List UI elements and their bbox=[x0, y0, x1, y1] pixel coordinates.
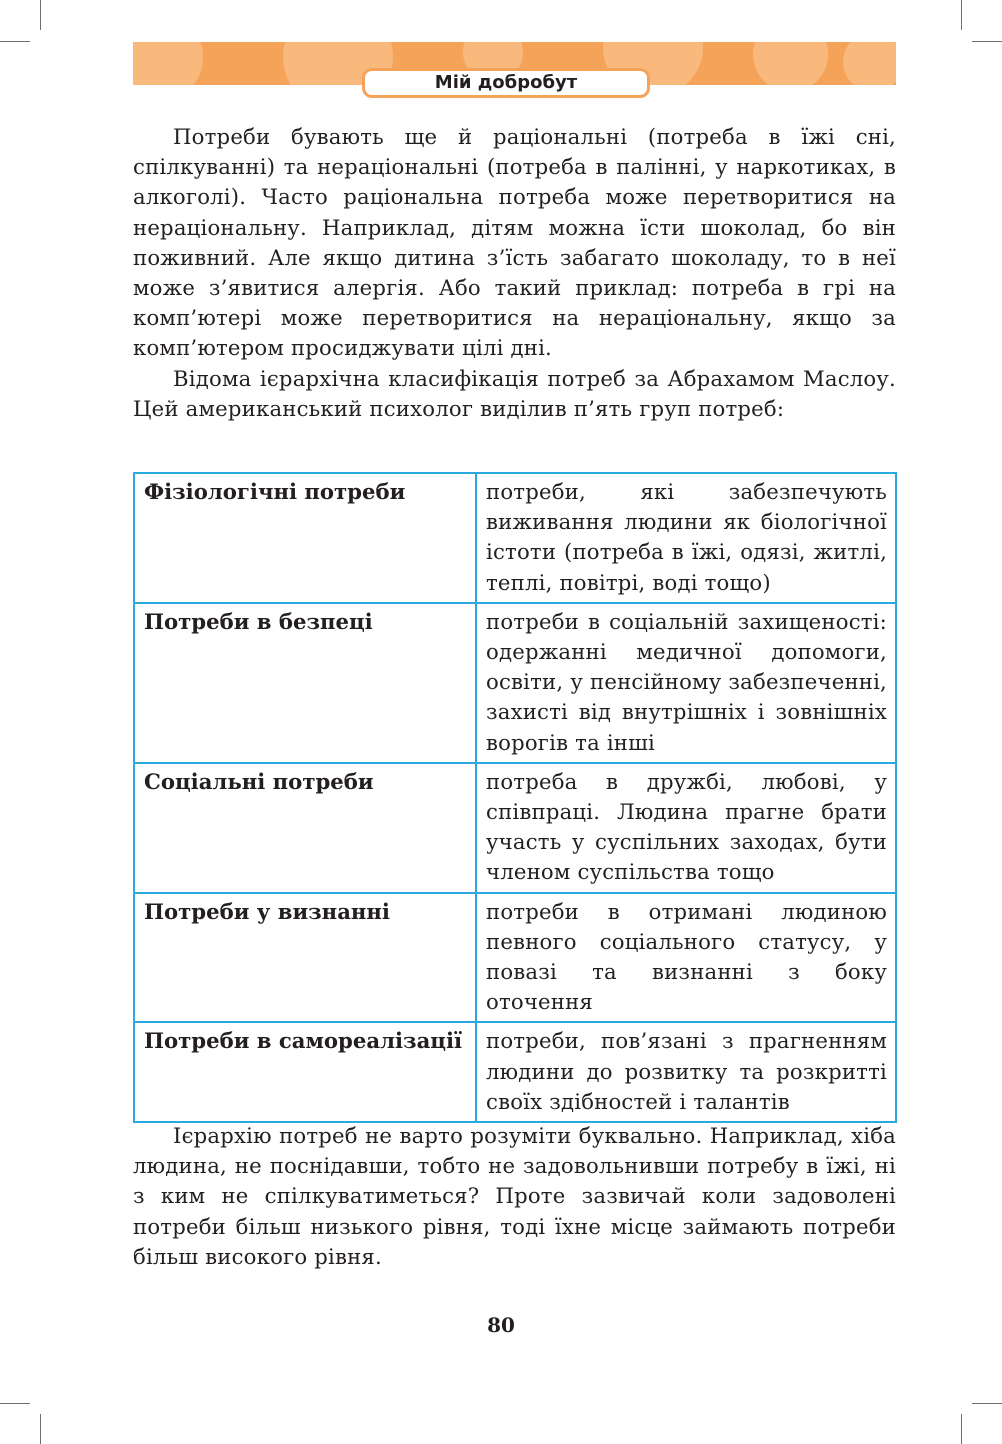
description-cell: потреби, пов’язані з прагненням людини до розвитку та розкритті своїх здібностей і талантів bbox=[476, 1022, 896, 1122]
crop-mark bbox=[961, 0, 962, 30]
table-row bbox=[134, 763, 896, 893]
section-title: Мій добробут bbox=[362, 68, 650, 98]
page-number: 80 bbox=[487, 1313, 515, 1337]
table-row bbox=[134, 1022, 896, 1122]
description-cell: потреба в дружбі, любові, у співпраці. Людина прагне брати участь у суспільних заходах, бути членом суспільства тощо bbox=[476, 763, 896, 893]
category-cell: Потреби у визнанні bbox=[134, 893, 476, 1023]
header-decoration bbox=[753, 42, 828, 85]
paragraph-hierarchy-note: Ієрархію потреб не варто розуміти буквально. Наприклад, хіба людина, не поснідавши, тобто не задовольнивши потребу в їжі, ні з ким не спілкуватиметься? Проте зазвичай коли задоволені потреби більш низького рівня, тоді їхне місце займають потреби більш високого рівня. bbox=[133, 1123, 896, 1269]
crop-mark bbox=[40, 0, 41, 30]
paragraph-maslow-intro: Відома ієрархічна класифікація потреб за Абрахамом Маслоу. Цей американський психолог виділив п’ять груп потреб: bbox=[133, 366, 896, 422]
header-decoration bbox=[843, 42, 896, 85]
crop-mark bbox=[40, 1414, 41, 1444]
category-cell: Фізіологічні потреби bbox=[134, 473, 476, 603]
crop-mark bbox=[972, 41, 1002, 42]
header-decoration bbox=[133, 42, 203, 85]
table-row bbox=[134, 473, 896, 603]
category-cell: Потреби в самореалізації bbox=[134, 1022, 476, 1122]
crop-mark bbox=[0, 41, 30, 42]
crop-mark bbox=[961, 1414, 962, 1444]
description-cell: потреби, які забезпечують виживання людини як біологічної істоти (потреба в їжі, одязі, житлі, теплі, повітрі, воді тощо) bbox=[476, 473, 896, 603]
needs-table bbox=[133, 472, 897, 1123]
table-row bbox=[134, 603, 896, 763]
category-cell: Соціальні потреби bbox=[134, 763, 476, 893]
description-cell: потреби в соціальній захищеності: одержанні медичної допомоги, освіти, у пенсійному забезпеченні, захисті від внутрішніх і зовнішніх ворогів та інші bbox=[476, 603, 896, 763]
paragraph-rational-needs: Потреби бувають ще й раціональні (потреба в їжі сні, спілкуванні) та нераціональні (потреба в палінні, у наркотиках, в алкоголі). Часто раціональна потреба може перетворитися на нераціональну. Наприклад, дітям можна їсти шоколад, бо він поживний. Але якщо дитина з’їсть забагато шоколаду, то в неї може з’явитися алергія. Або такий приклад: потреба в грі на комп’ютері може перетворитися на нераціональну, якщо за комп’ютером просиджувати цілі дні. bbox=[133, 124, 896, 361]
crop-mark bbox=[0, 1403, 30, 1404]
table-row bbox=[134, 893, 896, 1023]
description-cell: потреби в отримані людиною певного соціального статусу, у повазі та визнанні з боку оточення bbox=[476, 893, 896, 1023]
crop-mark bbox=[972, 1403, 1002, 1404]
category-cell: Потреби в безпеці bbox=[134, 603, 476, 763]
